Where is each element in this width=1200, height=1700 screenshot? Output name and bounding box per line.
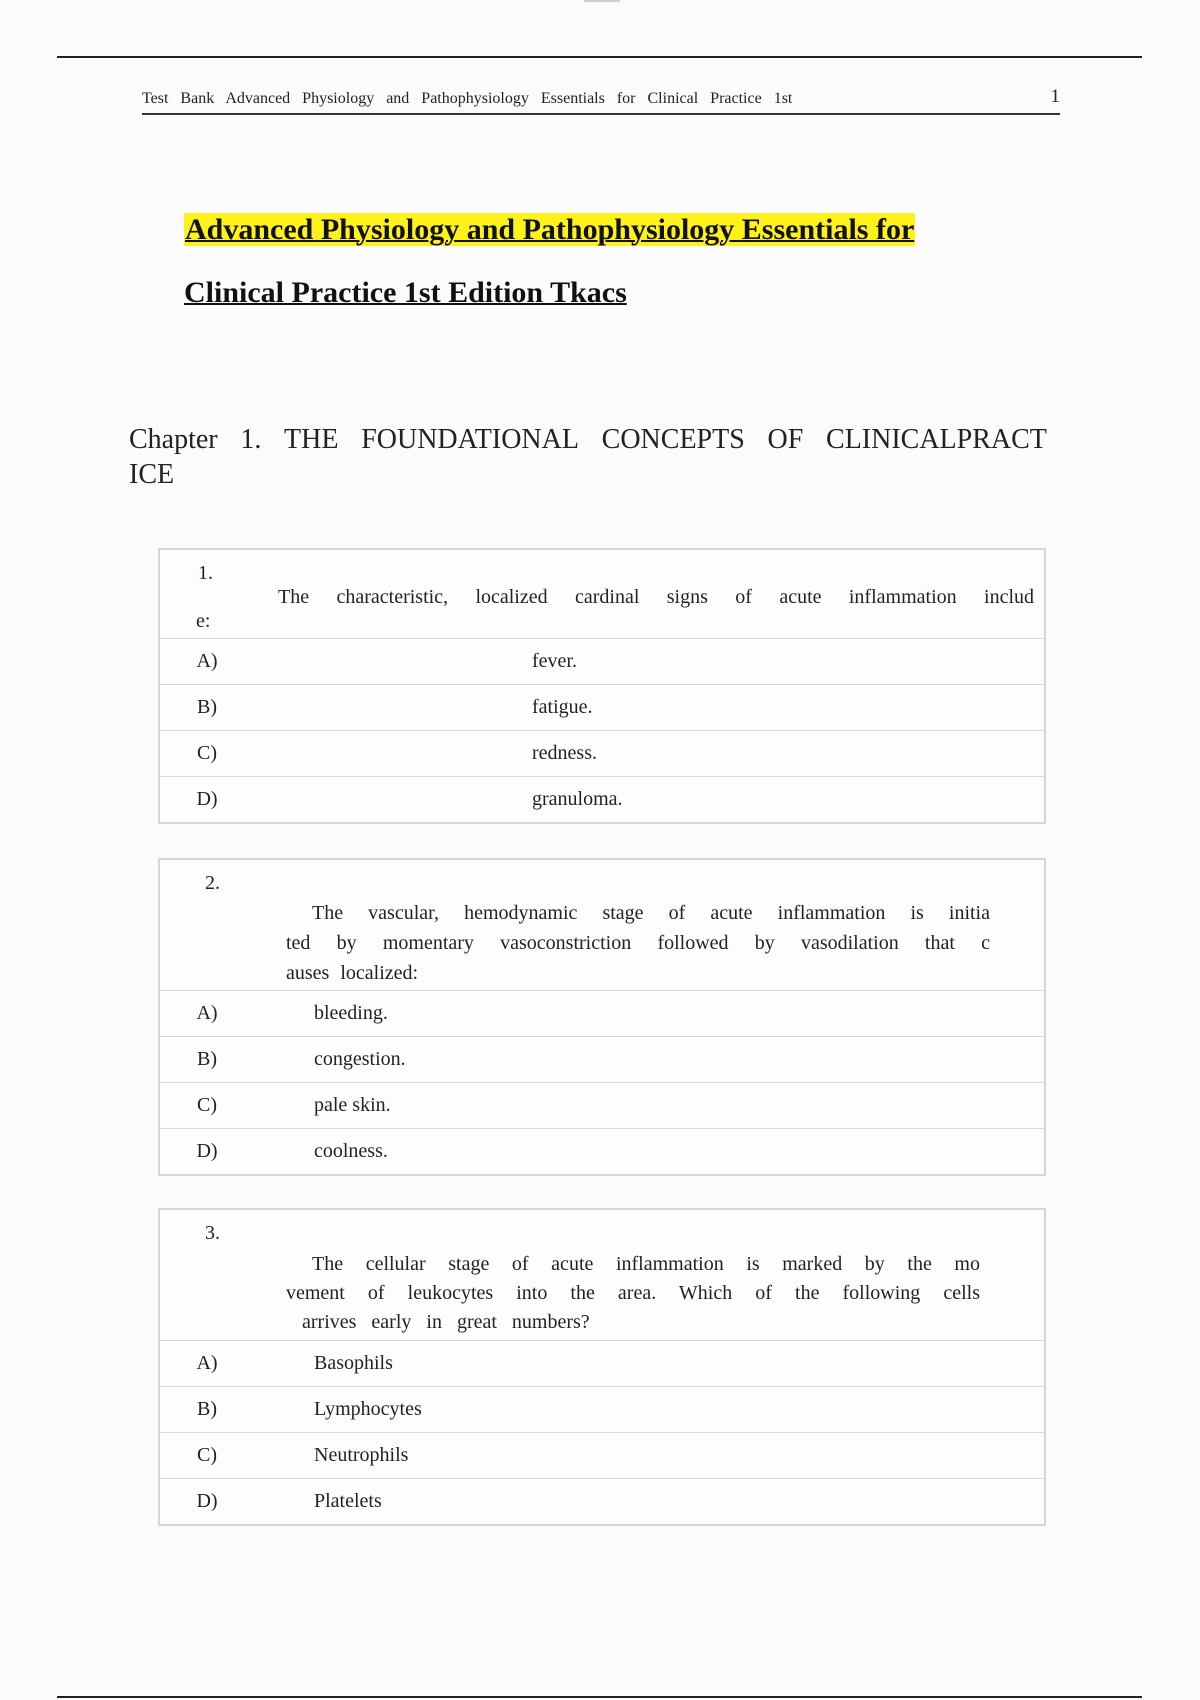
option-text: granuloma. [254,777,1045,824]
question-text: The characteristic, localized cardinal signs of acute inflammation includ [278,586,1034,608]
question-text-line: vement of leukocytes into the area. Which of the following cells [286,1282,980,1304]
option-label: A) [159,639,254,685]
question-number: 3. [205,1222,220,1244]
chapter-heading-line2: ICE [129,459,175,490]
running-header [142,86,1060,115]
question-2-table [158,858,1046,1176]
option-label: D) [159,777,254,824]
chapter-word: CONCEPTS [601,424,745,455]
chapter-word: Chapter [129,424,218,455]
option-label: D) [159,1129,254,1176]
question-text-line: auses localized: [286,962,419,984]
question-stem [159,1209,1045,1341]
answer-option-a[interactable] [159,639,1045,685]
chapter-heading [129,422,1047,492]
document-title-line1 [184,213,915,247]
option-text: Neutrophils [254,1433,1045,1479]
top-rule [57,56,1142,58]
top-edge-mark [584,0,620,2]
chapter-word: CLINICALPRACT [826,424,1047,455]
option-label: C) [159,1083,254,1129]
page-number: 1 [1050,86,1060,107]
chapter-word: OF [767,424,804,455]
answer-option-c[interactable] [159,1433,1045,1479]
option-text: Platelets [254,1479,1045,1526]
option-label: A) [159,1341,254,1387]
option-label: C) [159,731,254,777]
option-label: C) [159,1433,254,1479]
question-text-line: arrives early in great numbers? [302,1311,590,1333]
question-text-line: The vascular, hemodynamic stage of acute inflammation is initia [312,902,990,924]
answer-option-a[interactable] [159,1341,1045,1387]
answer-option-d[interactable] [159,777,1045,824]
answer-option-a[interactable] [159,991,1045,1037]
answer-option-b[interactable] [159,1037,1045,1083]
question-text [286,1250,980,1337]
option-label: A) [159,991,254,1037]
answer-option-d[interactable] [159,1479,1045,1526]
option-text: coolness. [254,1129,1045,1176]
question-text-continuation: e: [196,610,211,632]
option-text: Lymphocytes [254,1387,1045,1433]
option-label: B) [159,1387,254,1433]
question-text-line: The cellular stage of acute inflammation is marked by the mo [312,1253,980,1275]
option-text: bleeding. [254,991,1045,1037]
question-number: 1. [198,562,213,584]
chapter-word: 1. [240,424,262,455]
bottom-rule [57,1696,1142,1698]
question-number: 2. [205,872,220,894]
document-title-line2: Clinical Practice 1st Edition Tkacs [184,276,627,309]
option-text: fever. [254,639,1045,685]
chapter-heading-line1 [129,422,1047,457]
option-text: pale skin. [254,1083,1045,1129]
option-text: Basophils [254,1341,1045,1387]
question-3-table [158,1208,1046,1526]
question-text-line: ted by momentary vasoconstriction followed by vasodilation that c [286,932,990,954]
question-1-table [158,548,1046,824]
question-stem [159,549,1045,639]
option-label: D) [159,1479,254,1526]
answer-option-c[interactable] [159,1083,1045,1129]
option-label: B) [159,1037,254,1083]
running-header-text: Test Bank Advanced Physiology and Pathophysiology Essentials for Clinical Practice 1st [142,90,793,107]
answer-option-c[interactable] [159,731,1045,777]
answer-option-d[interactable] [159,1129,1045,1176]
chapter-word: FOUNDATIONAL [361,424,579,455]
question-text [286,898,990,988]
answer-option-b[interactable] [159,685,1045,731]
option-text: fatigue. [254,685,1045,731]
option-text: congestion. [254,1037,1045,1083]
chapter-word: THE [284,424,339,455]
option-text: redness. [254,731,1045,777]
answer-option-b[interactable] [159,1387,1045,1433]
question-stem [159,859,1045,991]
title-highlight: Advanced Physiology and Pathophysiology Essentials for [185,213,915,246]
option-label: B) [159,685,254,731]
